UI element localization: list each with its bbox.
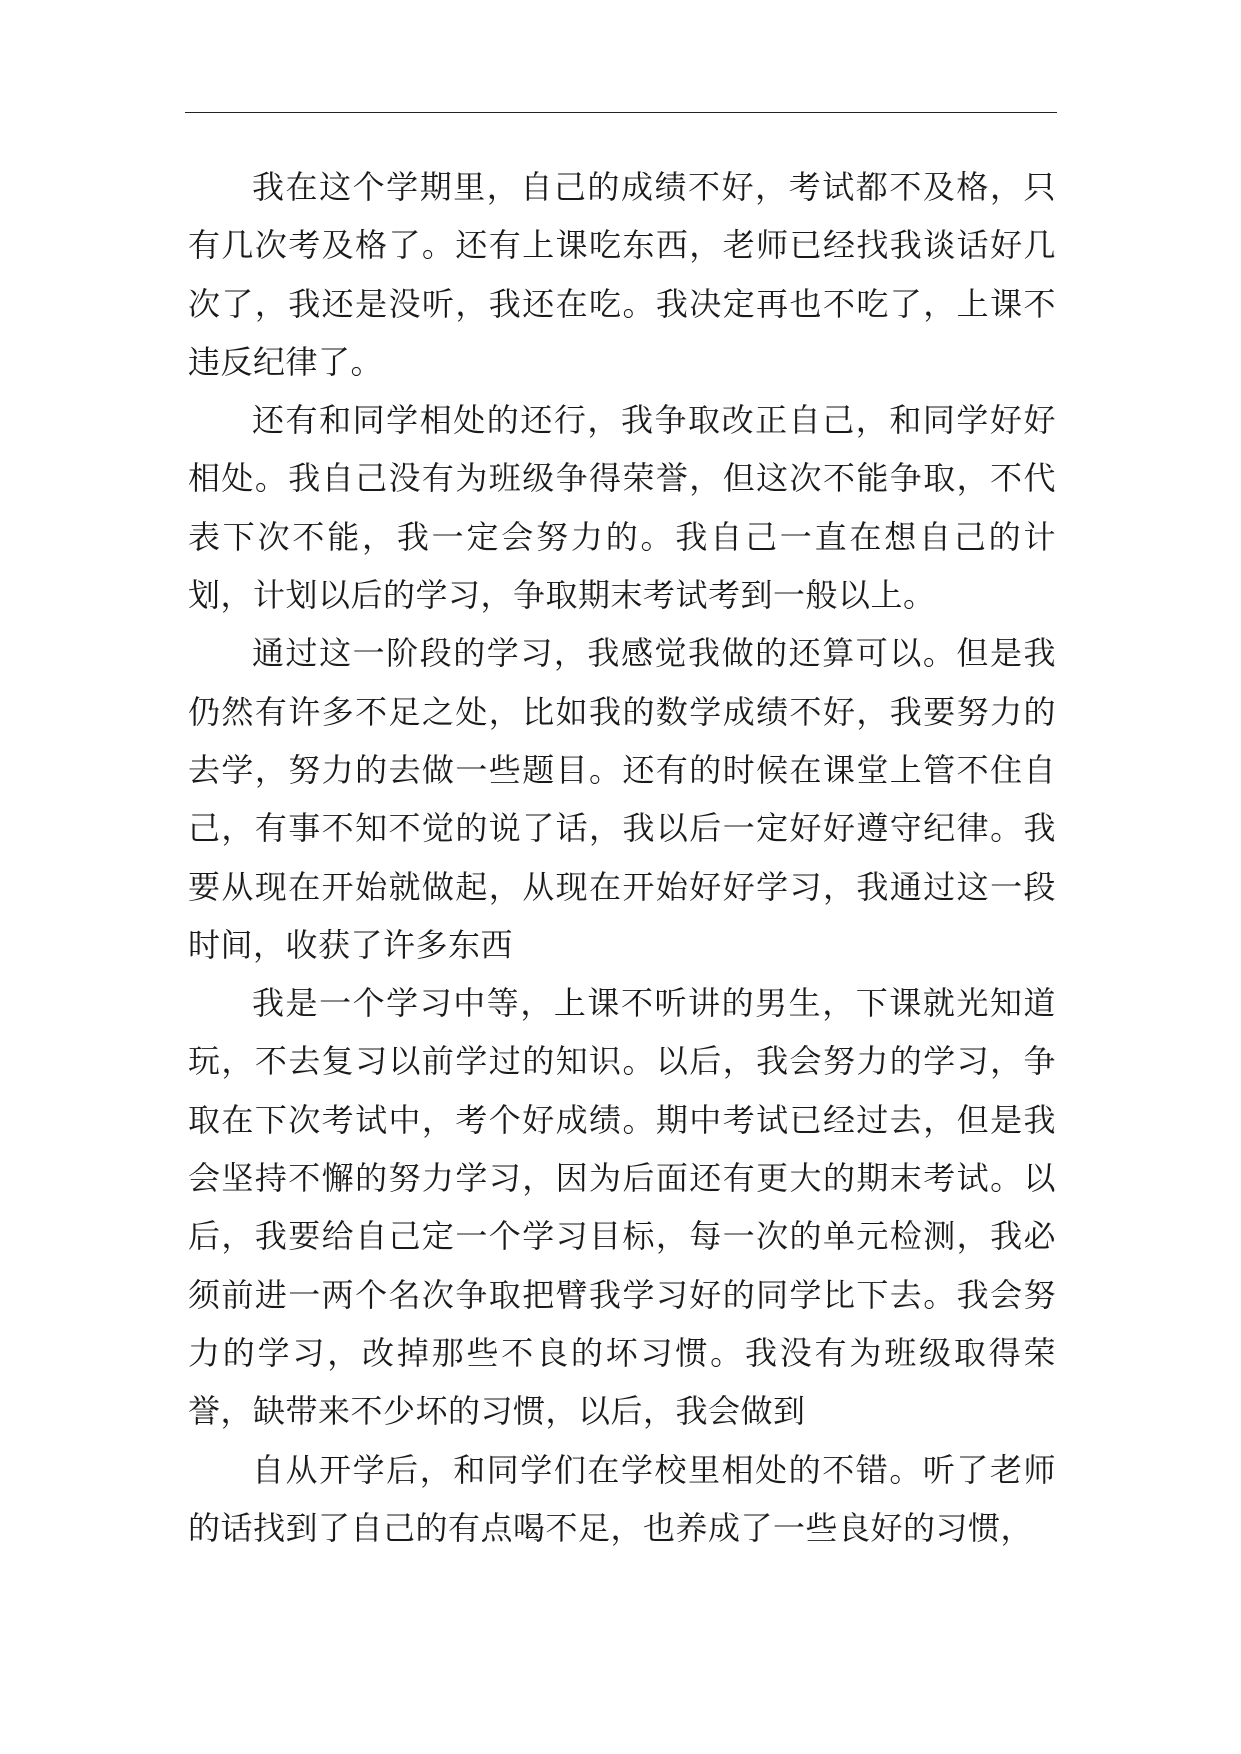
paragraph-4: 我是一个学习中等，上课不听讲的男生，下课就光知道玩，不去复习以前学过的知识。以后，我会努力的学习，争取在下次考试中，考个好成绩。期中考试已经过去，但是我会坚持不懈的努力学习，因为后面还有更大的期末考试。以后，我要给自己定一个学习目标，每一次的单元检测，我必须前进一两个名次争取把臂我学习好的同学比下去。我会努力的学习，改掉那些不良的坏习惯。我没有为班级取得荣誉，缺带来不少坏的习惯，以后，我会做到 — [188, 984, 1056, 1431]
header-rule — [185, 112, 1057, 113]
paragraph-5: 自从开学后，和同学们在学校里相处的不错。听了老师的话找到了自己的有点喝不足，也养成了一些良好的习惯， — [188, 1450, 1056, 1547]
paragraph-2: 还有和同学相处的还行，我争取改正自己，和同学好好相处。我自己没有为班级争得荣誉，但这次不能争取，不代表下次不能，我一定会努力的。我自己一直在想自己的计划，计划以后的学习，争取期末考试考到一般以上。 — [188, 401, 1056, 615]
paragraph-3: 通过这一阶段的学习，我感觉我做的还算可以。但是我仍然有许多不足之处，比如我的数学成绩不好，我要努力的去学，努力的去做一些题目。还有的时候在课堂上管不住自己，有事不知不觉的说了话，我以后一定好好遵守纪律。我要从现在开始就做起，从现在开始好好学习，我通过这一段时间，收获了许多东西 — [188, 634, 1056, 964]
document-body — [188, 158, 1056, 1557]
paragraph-1: 我在这个学期里，自己的成绩不好，考试都不及格，只有几次考及格了。还有上课吃东西，老师已经找我谈话好几次了，我还是没听，我还在吃。我决定再也不吃了，上课不违反纪律了。 — [188, 168, 1056, 381]
